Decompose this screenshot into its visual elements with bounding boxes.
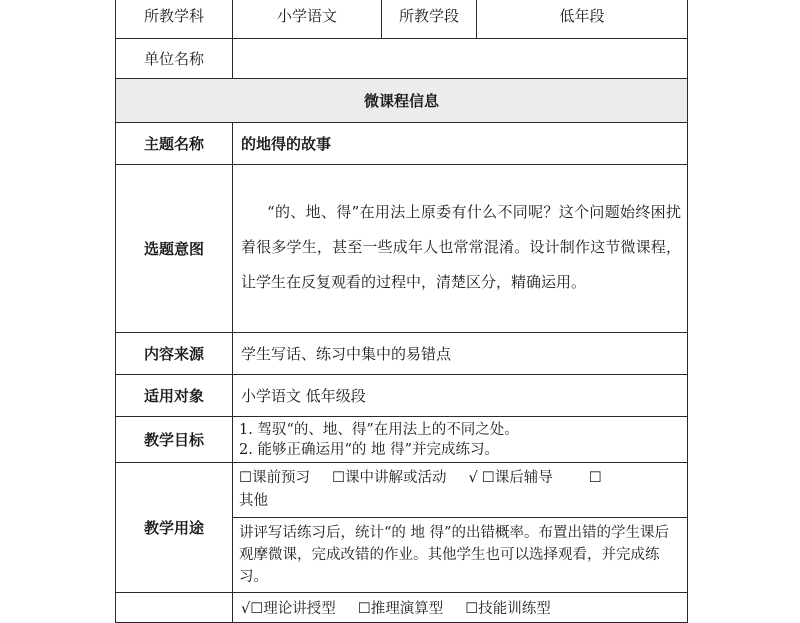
checkbox-icon: ☐	[357, 601, 371, 617]
usage-options	[233, 463, 687, 518]
goals-row	[116, 417, 688, 463]
option-reasoning[interactable]: ☐推理演算型	[357, 601, 444, 617]
intent-text: “的、地、得”在用法上原委有什么不同呢？这个问题始终困扰着很多学生，甚至一些成年人也常常混淆。设计制作这节微课程，让学生在反复观看的过程中，清楚区分，精确运用。	[241, 203, 681, 291]
goal-item: 1. 驾驭“的、地、得”在用法上的不同之处。	[239, 421, 519, 438]
audience-value: 小学语文 低年级段	[233, 375, 688, 417]
usage-row	[116, 463, 688, 593]
option-theory[interactable]: √☐理论讲授型	[241, 601, 336, 617]
checkbox-icon: ☐	[239, 470, 252, 486]
next-row-partial	[116, 593, 688, 623]
subject-row	[116, 0, 688, 39]
next-row-options	[233, 593, 688, 623]
section-header-row	[116, 79, 688, 123]
usage-description: 讲评写话练习后，统计“的 地 得”的出错概率。布置出错的学生课后观摩微课，完成改错的作业。其他学生也可以选择观看，并完成练习。	[239, 525, 670, 585]
checkmark-icon: √	[468, 470, 478, 486]
checkbox-icon: ☐	[481, 470, 495, 486]
topic-value: 的地得的故事	[233, 123, 688, 165]
next-row-label	[116, 593, 233, 623]
option-other[interactable]: ☐ 其他	[239, 470, 602, 509]
option-preview[interactable]: ☐课前预习	[239, 470, 310, 486]
usage-label: 教学用途	[116, 463, 233, 593]
unit-value	[233, 39, 688, 79]
option-in-class[interactable]: ☐课中讲解或活动	[332, 470, 447, 486]
stage-value: 低年段	[477, 0, 688, 39]
checkbox-icon: ☐	[465, 601, 479, 617]
topic-row	[116, 123, 688, 165]
micro-course-form	[115, 0, 687, 623]
form-table	[115, 0, 688, 623]
subject-label: 所教学科	[116, 0, 233, 39]
source-value: 学生写话、练习中集中的易错点	[233, 333, 688, 375]
source-label: 内容来源	[116, 333, 233, 375]
goals-list	[233, 417, 688, 463]
goal-item: 2. 能够正确运用“的 地 得”并完成练习。	[239, 441, 499, 458]
option-skills[interactable]: ☐技能训练型	[465, 601, 551, 617]
stage-label: 所教学段	[382, 0, 477, 39]
option-after-class[interactable]: √ ☐课后辅导	[469, 470, 553, 486]
unit-label: 单位名称	[116, 39, 233, 79]
subject-value: 小学语文	[233, 0, 382, 39]
audience-row	[116, 375, 688, 417]
intent-label: 选题意图	[116, 165, 233, 333]
goals-label: 教学目标	[116, 417, 233, 463]
intent-text-cell	[233, 165, 688, 333]
source-row	[116, 333, 688, 375]
unit-row	[116, 39, 688, 79]
audience-label: 适用对象	[116, 375, 233, 417]
section-title: 微课程信息	[116, 79, 688, 123]
checkbox-icon: √☐	[241, 601, 264, 617]
usage-cell	[233, 463, 688, 593]
checkbox-icon: ☐	[332, 470, 345, 486]
checkbox-icon: ☐	[588, 470, 602, 486]
intent-row	[116, 165, 688, 333]
topic-label: 主题名称	[116, 123, 233, 165]
